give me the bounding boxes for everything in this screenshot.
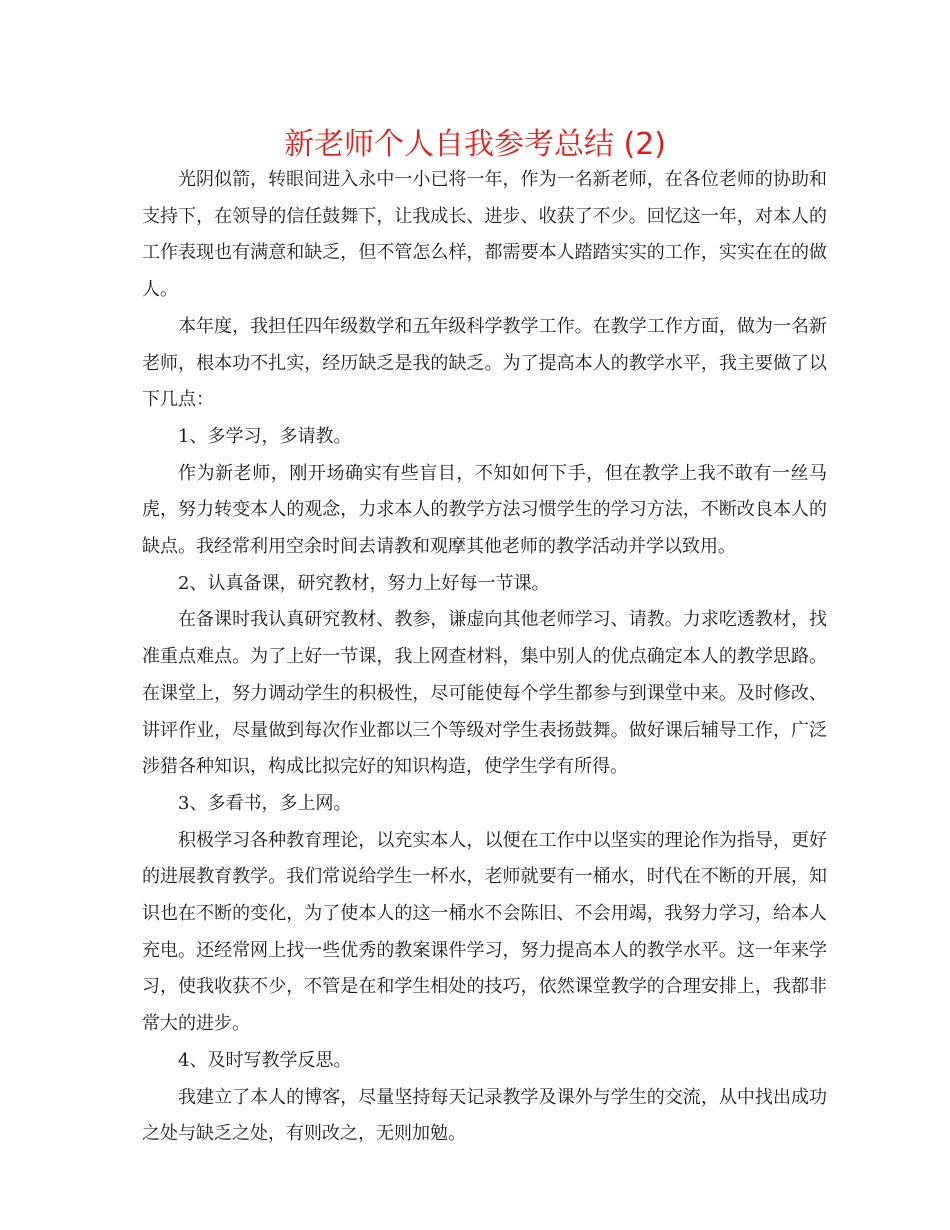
paragraph: 在备课时我认真研究教材、教参，谦虚向其他老师学习、请教。力求吃透教材，找准重点难点。为了上好一节课，我上网查材料，集中别人的优点确定本人的教学思路。在课堂上，努力调动学生的积极性，尽可能使每个学生都参与到课堂中来。及时修改、讲评作业，尽量做到每次作业都以三个等级对学生表扬鼓舞。做好课后辅导工作，广泛涉猎各种知识，构成比拟完好的知识构造，使学生学有所得。: [142, 609, 827, 778]
section-heading: 4、及时写教学反思。: [178, 1049, 352, 1071]
document-body: [142, 162, 827, 1153]
section-heading: 3、多看书，多上网。: [178, 792, 352, 814]
paragraph: 本年度，我担任四年级数学和五年级科学教学工作。在教学工作方面，做为一名新老师，根本功不扎实，经历缺乏是我的缺乏。为了提高本人的教学水平，我主要做了以下几点：: [142, 315, 827, 411]
paragraph: 作为新老师，刚开场确实有些盲目，不知如何下手，但在教学上我不敢有一丝马虎，努力转变本人的观念，力求本人的教学方法习惯学生的学习方法，不断改良本人的缺点。我经常利用空余时间去请教和观摩其他老师的教学活动并学以致用。: [142, 462, 827, 558]
section-heading: 1、多学习，多请教。: [178, 425, 352, 447]
paragraph: 积极学习各种教育理论，以充实本人，以便在工作中以坚实的理论作为指导，更好的进展教育教学。我们常说给学生一杯水，老师就要有一桶水，时代在不断的开展，知识也在不断的变化，为了使本人的这一桶水不会陈旧、不会用竭，我努力学习，给本人充电。还经常网上找一些优秀的教案课件学习，努力提高本人的教学水平。这一年来学习，使我收获不少，不管是在和学生相处的技巧，依然课堂教学的合理安排上，我都非常大的进步。: [142, 829, 827, 1035]
paragraph: 我建立了本人的博客，尽量坚持每天记录教学及课外与学生的交流，从中找出成功之处与缺乏之处，有则改之，无则加勉。: [142, 1086, 827, 1145]
paragraph: 光阴似箭，转眼间进入永中一小已将一年，作为一名新老师，在各位老师的协助和支持下，在领导的信任鼓舞下，让我成长、进步、收获了不少。回忆这一年，对本人的工作表现也有满意和缺乏，但不管怎么样，都需要本人踏踏实实的工作，实实在在的做人。: [142, 169, 827, 301]
section-heading: 2、认真备课，研究教材，努力上好每一节课。: [178, 572, 550, 594]
document-title: 新老师个人自我参考总结 (2): [283, 127, 667, 162]
